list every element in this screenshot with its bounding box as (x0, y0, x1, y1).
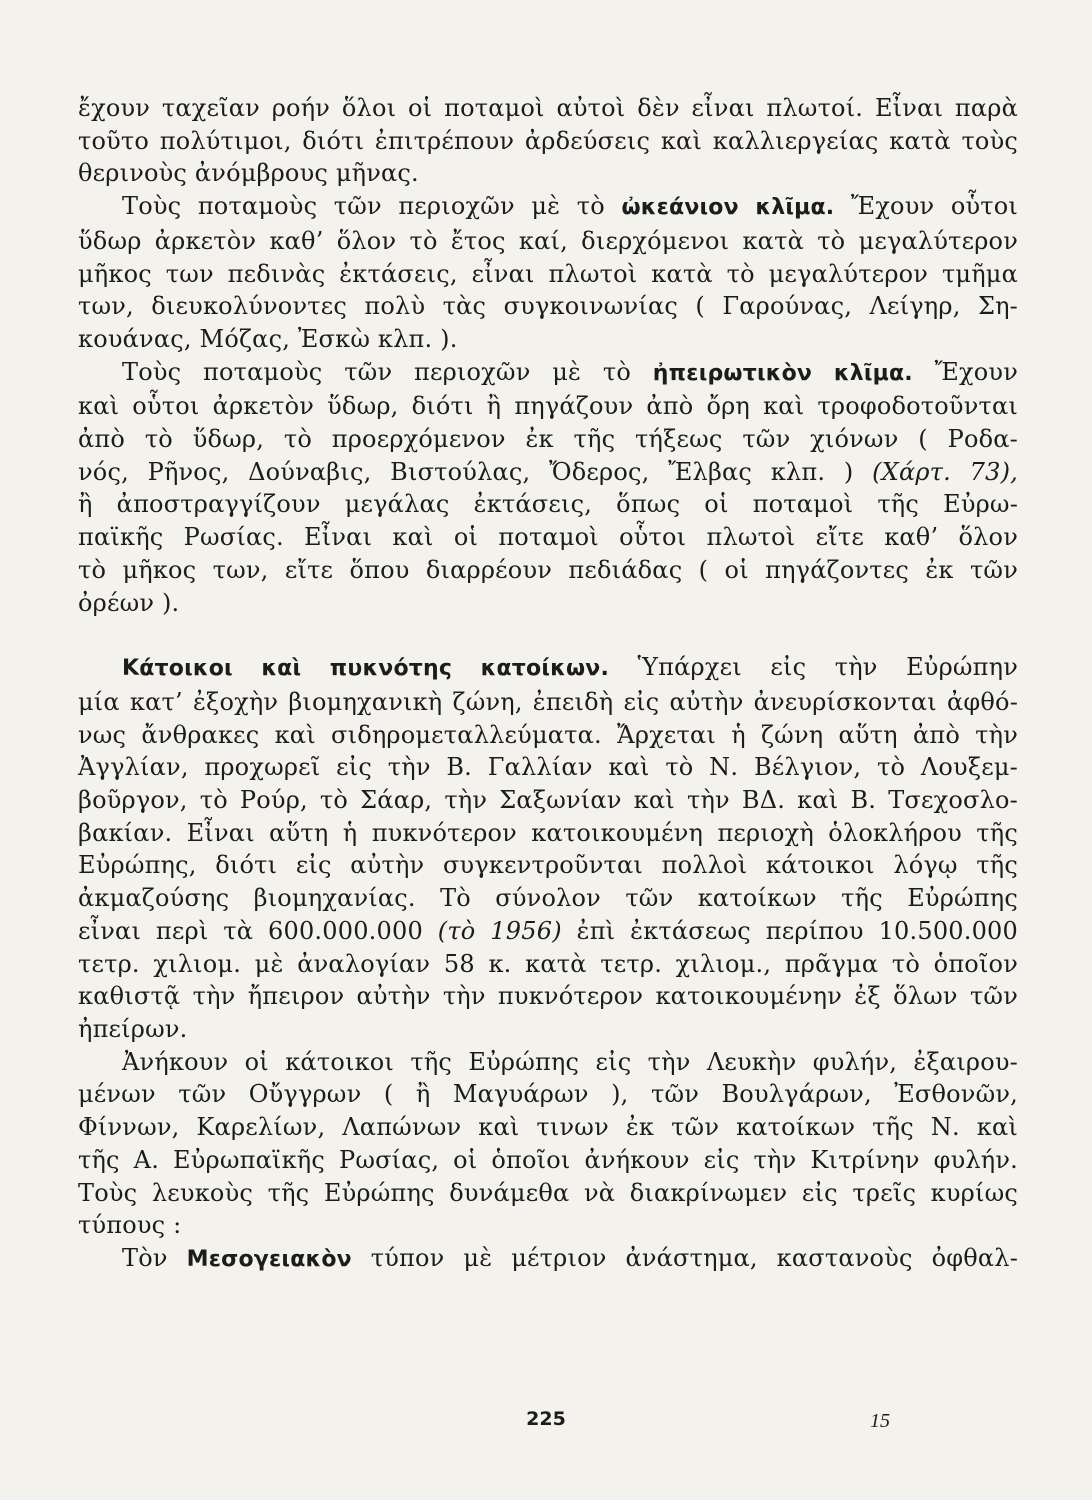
section-heading: Κάτοικοι καὶ πυκνότης κατοίκων. (122, 656, 610, 682)
bold-term: ἠπειρωτικὸν κλῖμα. (652, 360, 913, 386)
text-line: Φίννων, Καρελίων, Λαπώνων καὶ τινων ἐκ τῶν κατοίκων τῆς Ν. καὶ (78, 1113, 1018, 1142)
text-line: Ἀγγλίαν, προχωρεῖ εἰς τὴν Β. Γαλλίαν καὶ τὸ Ν. Βέλγιον, τὸ Λουξεμ- (78, 753, 1018, 782)
text-line: νως ἄνθρακες καὶ σιδηρομεταλλεύματα. Ἄρχεται ἡ ζώνη αὕτη ἀπὸ τὴν (78, 720, 1018, 749)
text-line: ἢ ἀποστραγγίζουν μεγάλας ἐκτάσεις, ὅπως οἱ ποταμοὶ τῆς Εὐρω- (78, 490, 1018, 519)
text-line: μένων τῶν Οὔγγρων ( ἢ Μαγυάρων ), τῶν Βουλγάρων, Ἐσθονῶν, (78, 1080, 1018, 1109)
page-number: 225 (526, 1408, 566, 1430)
text-line: καὶ οὗτοι ἀρκετὸν ὕδωρ, διότι ἢ πηγάζουν ἀπὸ ὄρη καὶ τροφοδοτοῦνται (78, 392, 1018, 421)
text-line: Τοὺς ποταμοὺς τῶν περιοχῶν μὲ τὸ ὠκεάνιον κλῖμα. Ἔχουν οὗτοι (122, 192, 1018, 221)
text-line: Τοὺς ποταμοὺς τῶν περιοχῶν μὲ τὸ ἠπειρωτικὸν κλῖμα. Ἔχουν (122, 357, 1018, 386)
text-line: τύπους : (78, 1211, 182, 1240)
text-line: ὀρέων ). (78, 588, 180, 617)
text-line: Εὐρώπης, διότι εἰς αὐτὴν συγκεντροῦνται πολλοὶ κάτοικοι λόγῳ τῆς (78, 851, 1018, 880)
bold-term: ὠκεάνιον κλῖμα. (621, 195, 835, 221)
map-reference: (Χάρτ. 73), (872, 457, 1018, 486)
text-line: τῆς Α. Εὐρωπαϊκῆς Ρωσίας, οἱ ὁποῖοι ἀνήκουν εἰς τὴν Κιτρίνην φυλήν. (78, 1145, 1018, 1174)
bold-term: Μεσογειακὸν (186, 1246, 352, 1272)
text-line: κουάνας, Μόζας, Ἐσκὼ κλπ. ). (78, 324, 458, 353)
text-line: παϊκῆς Ρωσίας. Εἶναι καὶ οἱ ποταμοὶ οὗτοι πλωτοὶ εἴτε καθ’ ὅλον (78, 523, 1018, 552)
text-line: τὸ μῆκος των, εἴτε ὅπου διαρρέουν πεδιάδας ( οἱ πηγάζοντες ἐκ τῶν (78, 555, 1018, 584)
text-line: βακίαν. Εἶναι αὕτη ἡ πυκνότερον κατοικουμένη περιοχὴ ὁλοκλήρου τῆς (78, 818, 1018, 847)
text-line: τετρ. χιλιομ. μὲ ἀναλογίαν 58 κ. κατὰ τετρ. χιλιομ., πρᾶγμα τὸ ὁποῖον (78, 949, 1018, 978)
text-line: των, διευκολύνοντες πολὺ τὰς συγκοινωνίας ( Γαρούνας, Λείγηρ, Ση- (78, 292, 1018, 321)
text-line: καθιστᾷ τὴν ἤπειρον αὐτὴν τὴν πυκνότερον κατοικουμένην ἐξ ὅλων τῶν (78, 982, 1018, 1011)
text-line: εἶναι περὶ τὰ 600.000.000 (τὸ 1956) ἐπὶ ἐκτάσεως περίπου 10.500.000 (78, 916, 1018, 945)
text-line: μία κατ’ ἐξοχὴν βιομηχανικὴ ζώνη, ἐπειδὴ εἰς αὐτὴν ἀνευρίσκονται ἀφθό- (78, 687, 1018, 716)
text-line: Τοὺς λευκοὺς τῆς Εὐρώπης δυνάμεθα νὰ διακρίνωμεν εἰς τρεῖς κυρίως (78, 1178, 1018, 1207)
text-line: ὕδωρ ἀρκετὸν καθ’ ὅλον τὸ ἔτος καί, διερχόμενοι κατὰ τὸ μεγαλύτερον (78, 226, 1018, 255)
text-line: ἀκμαζούσης βιομηχανίας. Τὸ σύνολον τῶν κατοίκων τῆς Εὐρώπης (78, 884, 1018, 913)
text-line: Τὸν Μεσογειακὸν τύπον μὲ μέτριον ἀνάστημα, καστανοὺς ὀφθαλ- (122, 1243, 1019, 1272)
text-line: μῆκος των πεδινὰς ἐκτάσεις, εἶναι πλωτοὶ κατὰ τὸ μεγαλύτερον τμῆμα (78, 259, 1018, 288)
text-line: Κάτοικοι καὶ πυκνότης κατοίκων. Ὑπάρχει εἰς τὴν Εὐρώπην (122, 653, 1018, 682)
body-text (78, 92, 1018, 1277)
year-note: (τὸ 1956) (437, 916, 562, 945)
text-line: βοῦργον, τὸ Ρούρ, τὸ Σάαρ, τὴν Σαξωνίαν καὶ τὴν ΒΔ. καὶ Β. Τσεχοσλο- (78, 786, 1018, 815)
text-line: θερινοὺς ἀνόμβρους μῆνας. (78, 159, 419, 188)
signature-mark: 15 (870, 1410, 890, 1432)
text-line: ἠπείρων. (78, 1014, 188, 1043)
text-line: τοῦτο πολύτιμοι, διότι ἐπιτρέπουν ἀρδεύσεις καὶ καλλιεργείας κατὰ τοὺς (78, 126, 1018, 155)
text-line: ἔχουν ταχεῖαν ροήν ὅλοι οἱ ποταμοὶ αὐτοὶ δὲν εἶναι πλωτοί. Εἶναι παρὰ (78, 94, 1018, 122)
text-line: ἀπὸ τὸ ὕδωρ, τὸ προερχόμενον ἐκ τῆς τήξεως τῶν χιόνων ( Ροδα- (78, 425, 1018, 454)
text-line: Ἀνήκουν οἱ κάτοικοι τῆς Εὐρώπης εἰς τὴν Λευκὴν φυλήν, ἐξαιρου- (122, 1047, 1018, 1076)
text-line: νός, Ρῆνος, Δούναβις, Βιστούλας, Ὄδερος, Ἔλβας κλπ. ) (Χάρτ. 73), (78, 457, 1018, 486)
